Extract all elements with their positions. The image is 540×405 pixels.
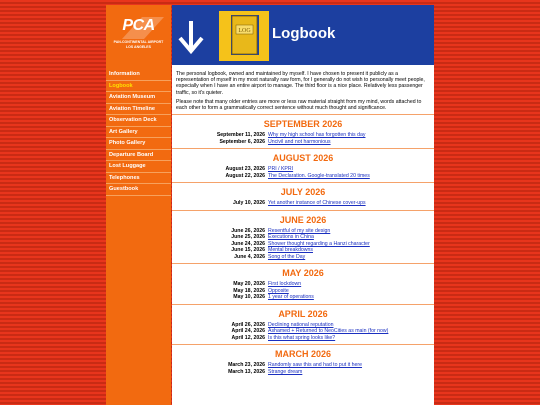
entry-link[interactable]: Mental breakdowns [268,247,313,254]
nav-item-information[interactable]: Information [106,69,171,81]
month-heading: AUGUST 2026 [172,148,434,166]
nav-item-lost-luggage[interactable]: Lost Luggage [106,161,171,173]
arrow-down-icon [177,19,205,55]
entry-link[interactable]: 1 year of operations [268,294,314,301]
log-entry [172,200,434,207]
entry-date: September 11, 2026 [216,132,265,139]
month-section [172,114,434,148]
page-title: Logbook [272,25,336,42]
nav-item-art-gallery[interactable]: Art Gallery [106,127,171,139]
month-section [172,182,434,210]
logo-location: LOS ANGELES [126,45,151,49]
entry-date: June 4, 2026 [234,253,265,260]
log-entry [172,335,434,342]
entry-link[interactable]: Declining national reputation [268,321,334,328]
book-cover-label: LOG [238,28,251,34]
entry-date: July 10, 2026 [232,200,265,207]
nav-item-aviation-timeline[interactable]: Aviation Timeline [106,104,171,116]
entry-link[interactable]: Is this what spring looks like? [268,334,336,341]
entry-link[interactable]: Ashamed + Returned to NeoCities as main (for now) [268,328,389,335]
nav-item-guestbook[interactable]: Guestbook [106,184,171,196]
entry-link[interactable]: Song of the Day [268,253,306,260]
entry-date: March 23, 2026 [228,362,265,369]
entry-date: April 24, 2026 [231,328,265,335]
sidebar [106,5,171,405]
log-entry [172,369,434,376]
main-content [172,65,434,405]
month-section [172,210,434,264]
log-entry [172,173,434,180]
logo-subtitle: PAN-CONTINENTAL AIRPORT [113,40,164,44]
entry-link[interactable]: Executions in China [268,234,314,241]
month-heading: MAY 2026 [172,263,434,281]
intro-paragraph-2: Please note that many older entries are more or less raw material straight from my mind, words attached to each other to form a grammatically correct sentence without much thought and significance. [176,98,422,112]
entry-link[interactable]: Randomly saw this and had to put it here [268,362,363,369]
month-heading: APRIL 2026 [172,304,434,322]
page-header [172,5,434,65]
entry-link[interactable]: PRI / KPRI [268,166,294,173]
entry-link[interactable]: First lockdown [268,281,302,288]
entry-date: August 23, 2026 [225,166,265,173]
entry-date: June 25, 2026 [231,234,265,241]
log-entry [172,294,434,301]
month-section [172,344,434,378]
entry-date: May 20, 2026 [233,281,265,288]
log-entry [172,254,434,261]
nav-item-departure-board[interactable]: Departure Board [106,150,171,162]
nav-item-logbook[interactable]: Logbook [106,81,171,93]
entry-date: August 22, 2026 [225,172,265,179]
entry-link[interactable]: Uncivil and not harmonious [268,138,331,145]
entry-link[interactable]: Strange dream [268,368,303,375]
month-heading: JUNE 2026 [172,210,434,228]
nav-item-aviation-museum[interactable]: Aviation Museum [106,92,171,104]
logo-text: PCA [122,17,155,34]
entry-link[interactable]: Opposite [268,287,289,294]
entry-link[interactable]: Yet another instance of Chinese cover-ups [268,200,366,207]
month-heading: MARCH 2026 [172,344,434,362]
log-entry [172,139,434,146]
month-heading: JULY 2026 [172,182,434,200]
entry-link[interactable]: The Declaration. Google-translated 20 times [268,172,370,179]
site-logo[interactable] [106,5,171,65]
nav-item-telephones[interactable]: Telephones [106,173,171,185]
month-section [172,263,434,304]
entry-date: April 12, 2026 [231,334,265,341]
nav-menu [106,69,171,196]
entry-date: April 26, 2026 [231,321,265,328]
entry-date: June 24, 2026 [231,240,265,247]
logbook-entries [172,114,434,378]
entry-link[interactable]: Why my high school has forgotten this day [268,132,366,139]
entry-date: May 10, 2026 [233,294,265,301]
month-section [172,304,434,345]
entry-date: June 15, 2026 [231,247,265,254]
entry-link[interactable]: Resentful of my site design [268,227,331,234]
month-heading: SEPTEMBER 2026 [172,114,434,132]
entry-link[interactable]: Shower thought regarding a Hanzi character [268,240,370,247]
logbook-icon [219,11,269,61]
nav-item-photo-gallery[interactable]: Photo Gallery [106,138,171,150]
entry-date: May 18, 2026 [233,287,265,294]
intro-paragraph-1: The personal logbook, owned and maintained by myself. I have chosen to present it publicly as a representation of myself in my most naturally raw form, for I generally do not wish to personally meet people, especially when I have an entire airport to manage. The third floor is a nice place. Relatively less passenger traffic, so it's quieter. [176,71,425,96]
nav-item-observation-deck[interactable]: Observation Deck [106,115,171,127]
entry-date: September 6, 2026 [219,138,265,145]
month-section [172,148,434,182]
entry-date: March 13, 2026 [228,368,265,375]
entry-date: June 26, 2026 [231,227,265,234]
